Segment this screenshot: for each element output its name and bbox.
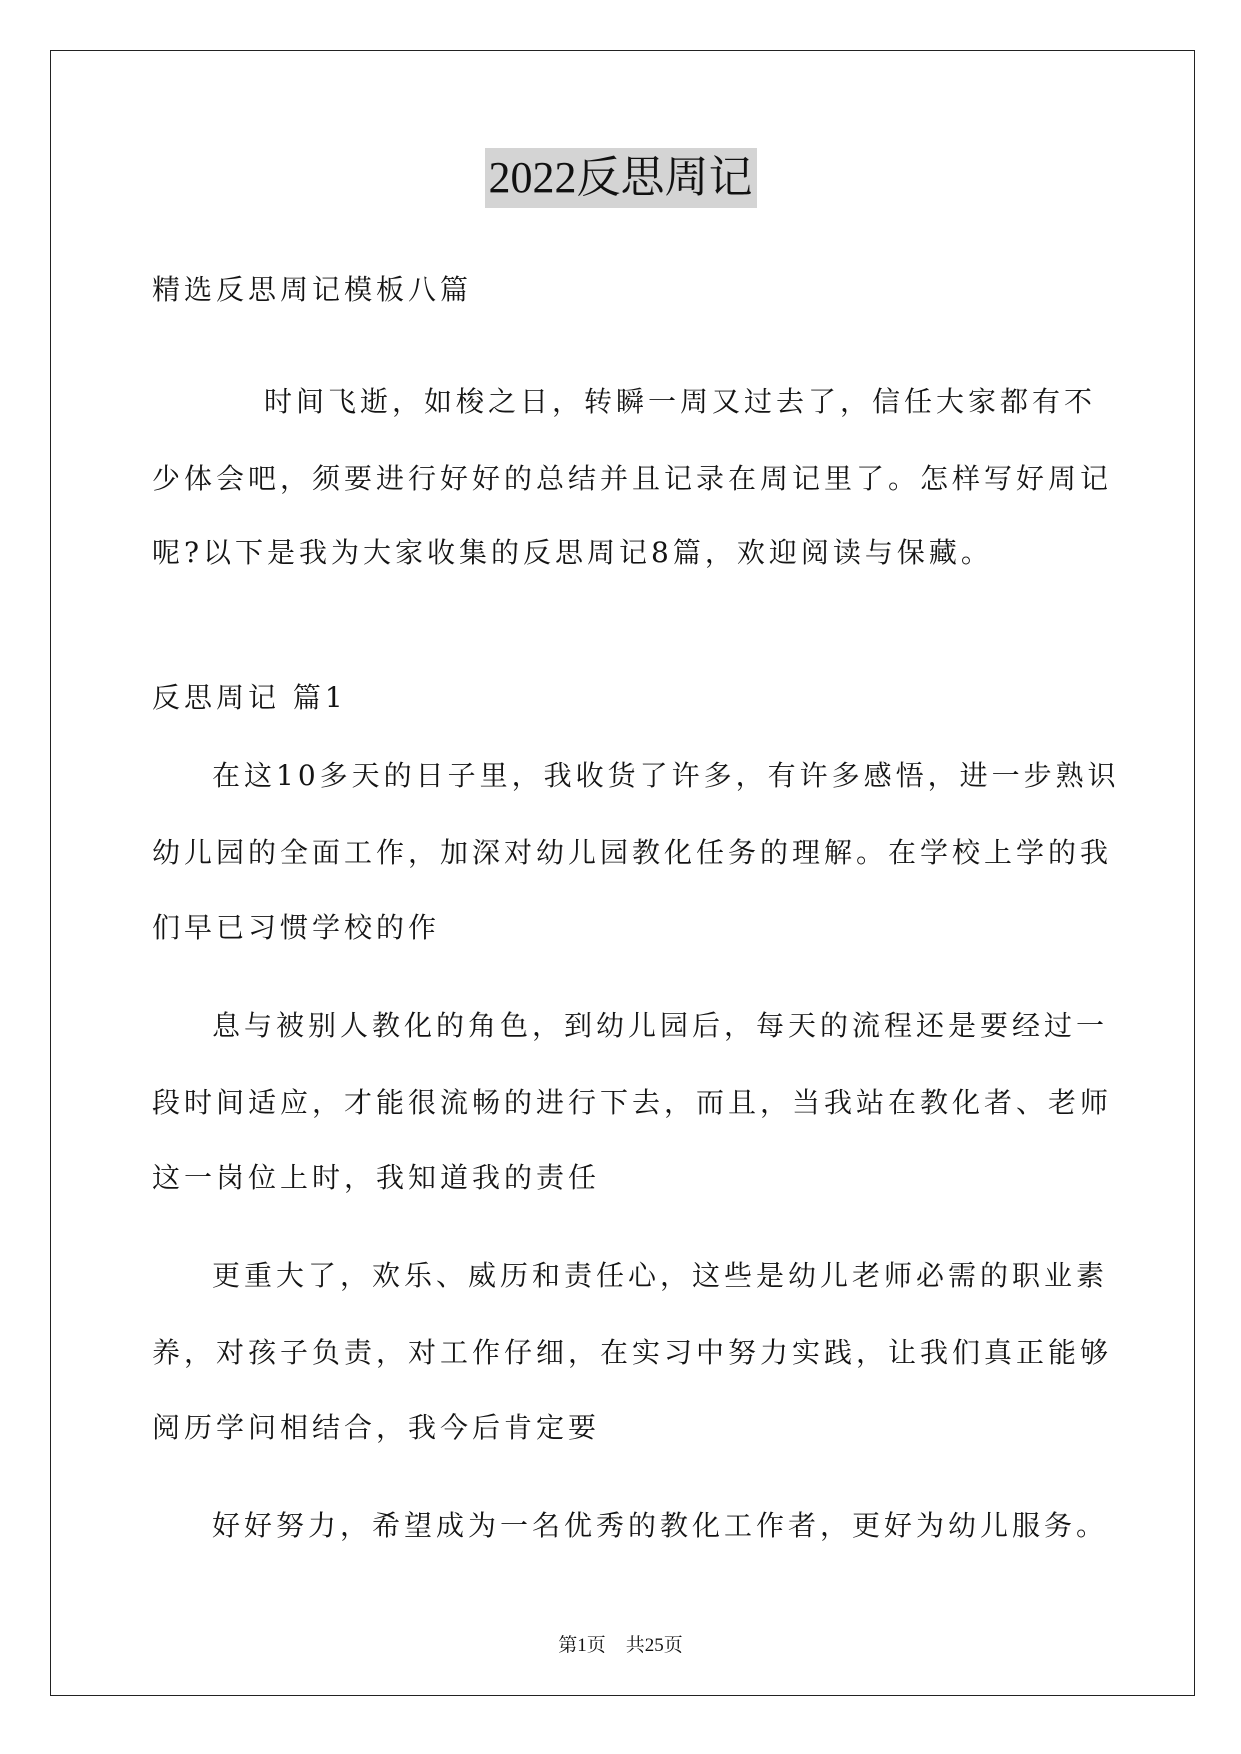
page-footer [0,1634,1241,1658]
intro-line-1: 时间飞逝，如梭之日，转瞬一周又过去了，信任大家都有不 [264,385,1097,418]
body-line-5: 段时间适应，才能很流畅的进行下去，而且，当我站在教化者、老师 [152,1086,1113,1119]
page-number: 第1页 [558,1635,606,1656]
document-title: 2022反思周记 [485,148,757,208]
body-line-9: 阅历学问相结合，我今后肯定要 [152,1411,601,1444]
section-heading: 反思周记 篇1 [152,681,347,714]
body-line-2: 幼儿园的全面工作，加深对幼儿园教化任务的理解。在学校上学的我 [152,836,1113,869]
body-line-1: 在这10多天的日子里，我收货了许多，有许多感悟，进一步熟识 [212,759,1120,792]
intro-line-2: 少体会吧，须要进行好好的总结并且记录在周记里了。怎样写好周记 [152,462,1113,495]
title-container [0,148,1241,208]
body-line-7: 更重大了，欢乐、威历和责任心，这些是幼儿老师必需的职业素 [212,1259,1109,1292]
page-total: 共25页 [625,1635,683,1656]
body-line-10: 好好努力，希望成为一名优秀的教化工作者，更好为幼儿服务。 [212,1509,1109,1542]
document-subtitle: 精选反思周记模板八篇 [152,273,473,306]
body-line-8: 养，对孩子负责，对工作仔细，在实习中努力实践，让我们真正能够 [152,1336,1113,1369]
body-line-4: 息与被别人教化的角色，到幼儿园后，每天的流程还是要经过一 [212,1009,1109,1042]
body-line-3: 们早已习惯学校的作 [152,911,441,944]
intro-line-3: 呢?以下是我为大家收集的反思周记8篇，欢迎阅读与保藏。 [152,536,993,569]
body-line-6: 这一岗位上时，我知道我的责任 [152,1161,601,1194]
